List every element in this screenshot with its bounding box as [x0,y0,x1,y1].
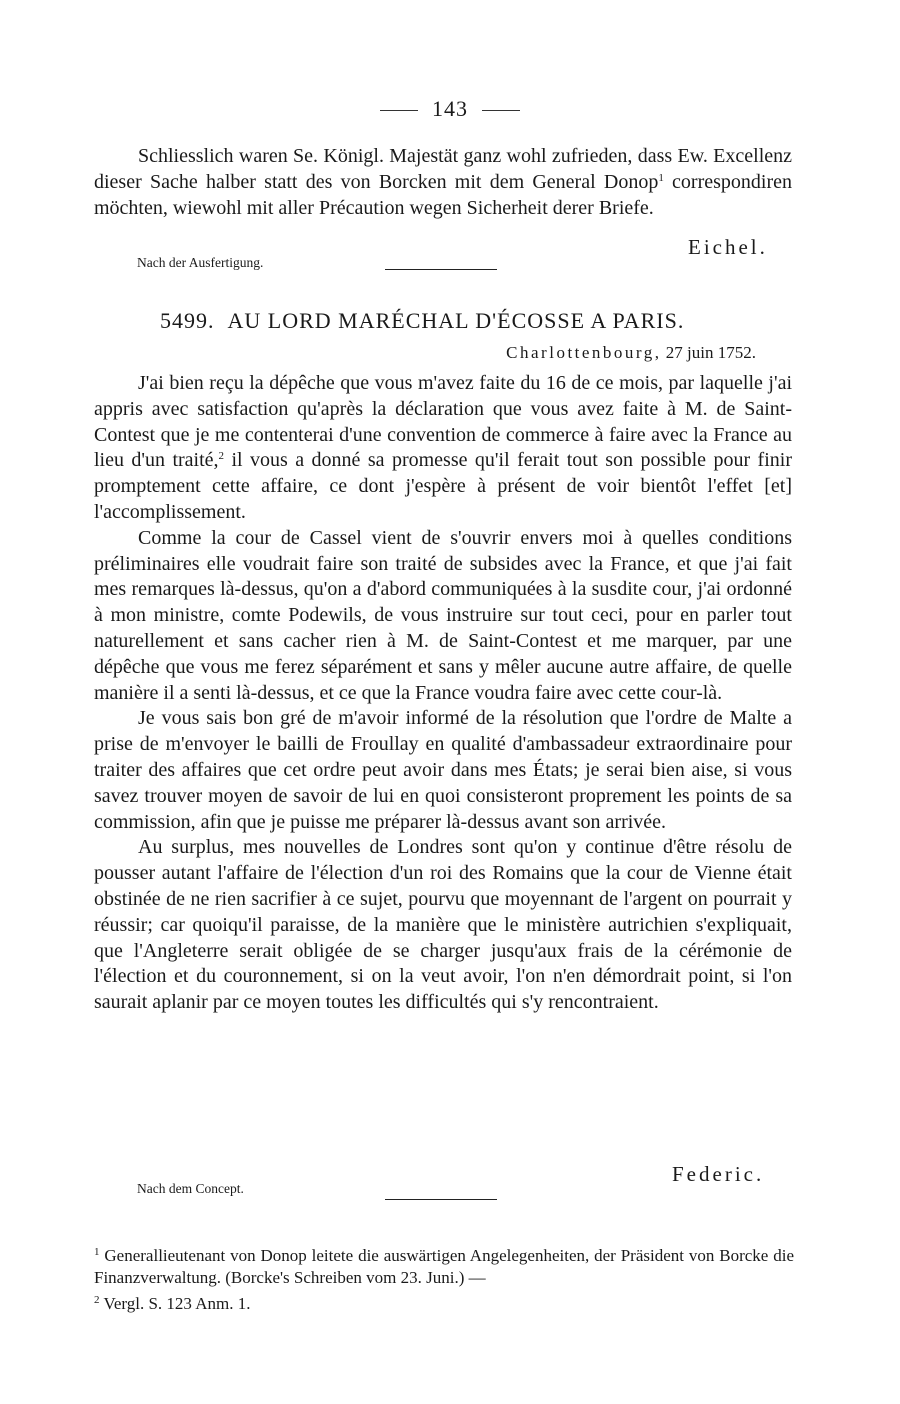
section1-paragraph: Schliesslich waren Se. Königl. Majestät ganz wohl zufrieden, dass Ew. Excellenz dieser Sache halber statt des von Borcken mit dem General Donop$^1$ correspondiren möchten, wiewohl mit aller Précaution wegen Sicherheit derer Briefe. [94,145,793,219]
signature-federic: Federic. [672,1162,765,1186]
section-divider-1 [385,269,497,270]
letter-place: Charlottenbourg, [506,343,662,362]
signature-eichel: Eichel. [688,235,768,259]
page-number: 143 [432,96,468,121]
letter-number: 5499. [160,308,215,333]
footnote-2-mark: 2 [94,1294,100,1306]
letter-heading [160,308,684,334]
letter-paragraph-2: Comme la cour de Cassel vient de s'ouvrir envers moi à quelles conditions préliminaires elle voudrait faire son traité de subsides avec la France, et que j'ai fait mes remarques là-dessus, qu'on a d'abord communiquées à la susdite cour, j'ai ordonné à mon ministre, comte Podewils, de vous instruire sur tout ceci, pour en parler tout naturellement et sans cacher rien à M. de Saint-Contest et me marquer, par une dépêche que vous me ferez séparément et sans y mêler aucune autre affaire, de quelle manière il a senti là-dessus, et ce que la France voudra faire avec cette cour-là. [94,526,792,704]
section-divider-2 [385,1199,497,1200]
page-header [0,96,900,122]
header-dash-left [380,110,418,111]
header-dash-right [482,110,520,111]
letter-paragraph-1: J'ai bien reçu la dépêche que vous m'avez faite du 16 de ce mois, par laquelle j'ai appris avec satisfaction qu'après la déclaration que vous avez faite à M. de Saint-Contest que je me contenterai d'une convention de commerce à faire avec la France au lieu d'un traité,$^2$ il vous a donné sa promesse qu'il ferait tout son possible pour finir promptement cette affaire, ce dont j'espère à présent de voir bientôt l'effet [et] l'accomplissement. [94,372,792,523]
source-note-1: Nach der Ausfertigung. [137,255,264,270]
section1-text [94,144,792,221]
footnote-2: $^2$ Vergl. S. 123 Anm. 1. [94,1294,251,1313]
letter-paragraph-3: Je vous sais bon gré de m'avoir informé de la résolution que l'ordre de Malte a prise de m'envoyer le bailli de Froullay en qualité d'ambassadeur extraordinaire pour traiter des affaires que cet ordre peut avoir dans mes États; je serai bien aise, si vous savez trouver moyen de savoir de lui en quoi consisteront proprement les points de sa commission, afin que je puisse me préparer là-dessus avant son arrivée. [94,707,792,833]
letter-date: 27 juin 1752. [665,343,756,362]
letter-paragraph-4: Au surplus, mes nouvelles de Londres sont qu'on y continue d'être résolu de pousser autant l'affaire de l'élection d'un roi des Romains que la cour de Vienne était obstinée de ne rien sacrifier à ce sujet, pourvu que moyennant de l'argent on pourrait y réussir; car quoiqu'il paraisse, de la manière que le ministère autrichien s'expliquait, que l'Angleterre serait obligée de se charger jusqu'aux frais de la cérémonie de l'élection et du couronnement, si on la veut avoir, l'on n'en démordrait point, si l'on saurait aplanir par ce moyen toutes les difficultés qui s'y rencontraient. [94,836,792,1014]
footnote-ref-2: 2 [218,450,225,463]
letter-body [94,371,792,1016]
letter-dateline [506,343,756,363]
footnote-1-mark: 1 [94,1246,100,1258]
footnote-ref-1: 1 [658,171,664,184]
footnote-1: $^1$ Generallieutenant von Donop leitete die auswärtigen Angelegenheiten, der Präsident von Borcke die Finanzverwaltung. (Borcke's Schreiben vom 23. Juni.) — [94,1246,795,1287]
source-note-2: Nach dem Concept. [137,1181,244,1196]
footnotes [94,1241,794,1315]
letter-title: AU LORD MARÉCHAL D'ÉCOSSE A PARIS. [227,308,685,333]
